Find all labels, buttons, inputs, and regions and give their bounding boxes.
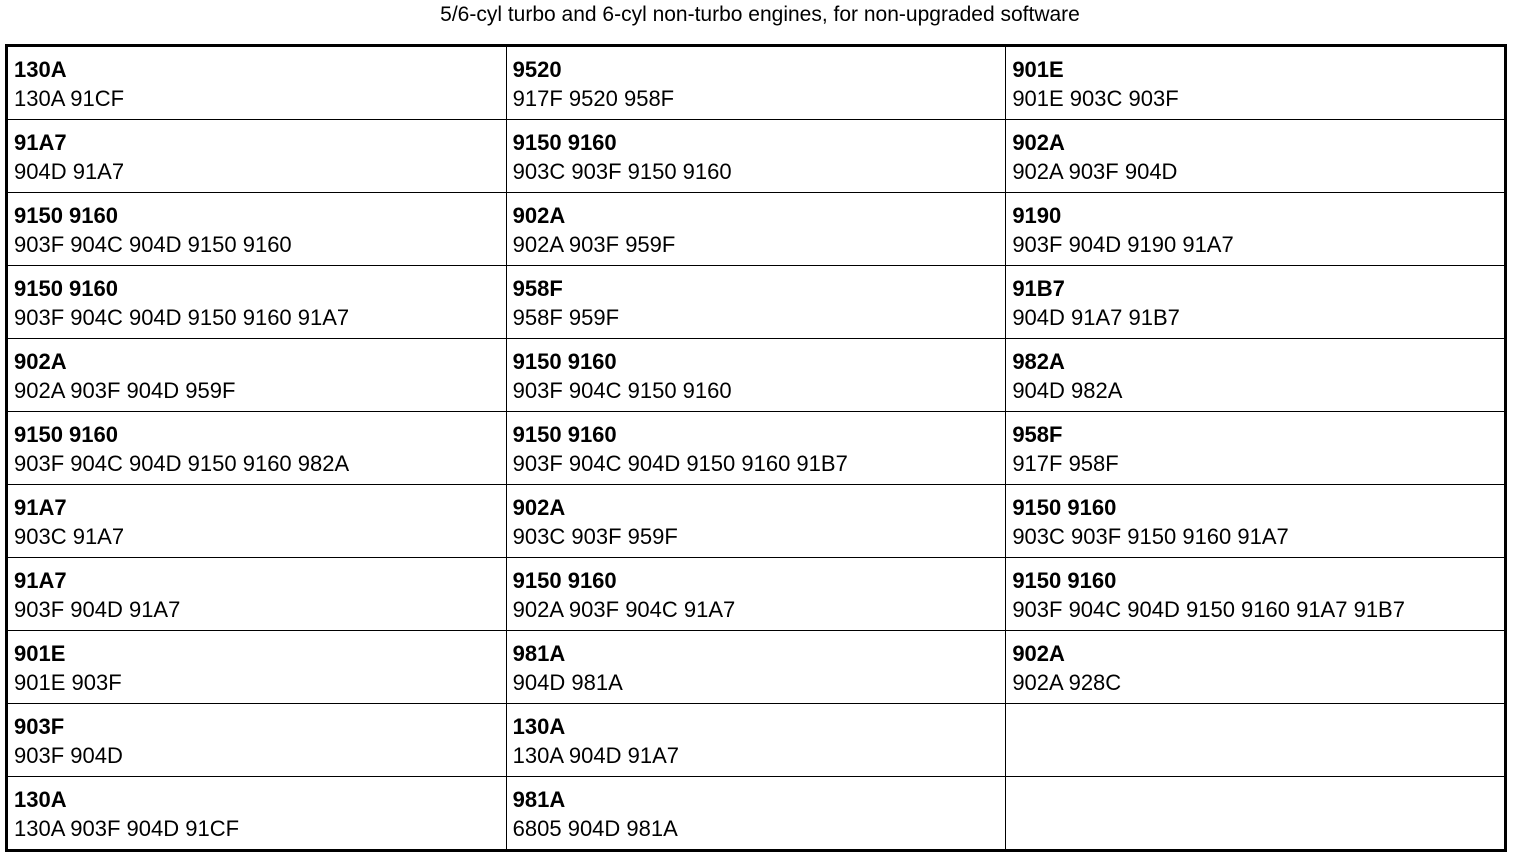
table-cell: [7, 193, 507, 266]
table-cell: [1006, 193, 1506, 266]
table-cell: [7, 46, 507, 120]
part-codes: 903F 904C 904D 9150 9160: [14, 232, 292, 257]
table-cell: [1006, 120, 1506, 193]
part-codes: 917F 958F: [1012, 451, 1119, 476]
engine-code-table: [5, 44, 1507, 852]
part-codes: 902A 928C: [1012, 670, 1122, 695]
table-cell: [7, 412, 507, 485]
software-code: 130A: [512, 714, 566, 739]
table-cell: [1006, 558, 1506, 631]
software-code: 9150 9160: [14, 203, 118, 228]
table-cell: [7, 777, 507, 851]
part-codes: 902A 903F 959F: [512, 232, 676, 257]
software-code: 903F: [14, 714, 65, 739]
software-code: 9150 9160: [14, 276, 118, 301]
part-codes: 903C 903F 9150 9160 91A7: [1012, 524, 1289, 549]
table-cell: [7, 485, 507, 558]
software-code: 130A: [14, 57, 67, 82]
table-cell: [1006, 266, 1506, 339]
part-codes: 130A 903F 904D 91CF: [14, 816, 240, 841]
table-cell: [1006, 485, 1506, 558]
table-cell: [7, 631, 507, 704]
table-cell: [1006, 777, 1506, 851]
software-code: 9150 9160: [1012, 568, 1117, 593]
table-cell: [1006, 339, 1506, 412]
table-row: [7, 631, 1506, 704]
software-code: 981A: [512, 641, 566, 666]
software-code: 9150 9160: [1012, 495, 1117, 520]
software-code: 91A7: [14, 495, 67, 520]
part-codes: 904D 981A: [512, 670, 623, 695]
part-codes: 130A 91CF: [14, 86, 125, 111]
table-cell: [1006, 412, 1506, 485]
software-code: 9150 9160: [14, 422, 118, 447]
software-code: 9150 9160: [512, 422, 617, 447]
software-code: 902A: [1012, 641, 1065, 666]
part-codes: 902A 903F 904D 959F: [14, 378, 236, 403]
engine-code-table-body: [7, 46, 1506, 851]
table-cell: [506, 193, 1006, 266]
software-code: 958F: [512, 276, 563, 301]
software-code: 130A: [14, 787, 67, 812]
part-codes: 130A 904D 91A7: [512, 743, 680, 768]
part-codes: 958F 959F: [512, 305, 620, 330]
part-codes: 904D 91A7: [14, 159, 125, 184]
part-codes: 903F 904C 904D 9150 9160 982A: [14, 451, 350, 476]
software-code: 9520: [512, 57, 562, 82]
part-codes: 902A 903F 904D: [1012, 159, 1178, 184]
part-codes: 903C 91A7: [14, 524, 125, 549]
software-code: 902A: [512, 203, 566, 228]
software-code: 91B7: [1012, 276, 1065, 301]
page-title: 5/6-cyl turbo and 6-cyl non-turbo engines, for non-upgraded software: [440, 3, 1080, 26]
table-row: [7, 558, 1506, 631]
part-codes: 917F 9520 958F: [512, 86, 675, 111]
table-cell: [506, 631, 1006, 704]
part-codes: 903F 904C 9150 9160: [512, 378, 732, 403]
part-codes: 902A 903F 904C 91A7: [512, 597, 736, 622]
table-cell: [506, 339, 1006, 412]
part-codes: 901E 903C 903F: [1012, 86, 1179, 111]
table-cell: [506, 120, 1006, 193]
software-code: 901E: [14, 641, 66, 666]
table-cell: [7, 558, 507, 631]
table-cell: [506, 412, 1006, 485]
software-code: 902A: [14, 349, 67, 374]
table-cell: [506, 558, 1006, 631]
part-codes: 903F 904C 904D 9150 9160 91B7: [512, 451, 848, 476]
table-cell: [506, 704, 1006, 777]
part-codes: 903F 904C 904D 9150 9160 91A7 91B7: [1012, 597, 1405, 622]
software-code: 9190: [1012, 203, 1062, 228]
table-cell: [506, 266, 1006, 339]
software-code: 982A: [1012, 349, 1065, 374]
software-code: 9150 9160: [512, 568, 617, 593]
table-cell: [1006, 704, 1506, 777]
part-codes: 903F 904D: [14, 743, 123, 768]
part-codes: 904D 91A7 91B7: [1012, 305, 1180, 330]
table-row: [7, 46, 1506, 120]
part-codes: 903F 904C 904D 9150 9160 91A7: [14, 305, 350, 330]
table-row: [7, 120, 1506, 193]
table-cell: [1006, 46, 1506, 120]
part-codes: 903C 903F 9150 9160: [512, 159, 732, 184]
software-code: 9150 9160: [512, 349, 617, 374]
table-cell: [506, 777, 1006, 851]
table-cell: [7, 704, 507, 777]
table-row: [7, 266, 1506, 339]
part-codes: 903F 904D 9190 91A7: [1012, 232, 1234, 257]
part-codes: 903C 903F 959F: [512, 524, 678, 549]
table-row: [7, 704, 1506, 777]
software-code: 901E: [1012, 57, 1064, 82]
table-row: [7, 777, 1506, 851]
table-cell: [7, 339, 507, 412]
table-row: [7, 485, 1506, 558]
table-row: [7, 339, 1506, 412]
software-code: 981A: [512, 787, 566, 812]
software-code: 91A7: [14, 130, 67, 155]
table-cell: [506, 46, 1006, 120]
software-code: 902A: [1012, 130, 1065, 155]
part-codes: 6805 904D 981A: [512, 816, 678, 841]
part-codes: 903F 904D 91A7: [14, 597, 181, 622]
table-row: [7, 412, 1506, 485]
table-cell: [7, 120, 507, 193]
software-code: 958F: [1012, 422, 1063, 447]
software-code: 902A: [512, 495, 566, 520]
table-cell: [7, 266, 507, 339]
software-code: 9150 9160: [512, 130, 617, 155]
part-codes: 901E 903F: [14, 670, 122, 695]
part-codes: 904D 982A: [1012, 378, 1123, 403]
table-cell: [506, 485, 1006, 558]
table-cell: [1006, 631, 1506, 704]
software-code: 91A7: [14, 568, 67, 593]
table-row: [7, 193, 1506, 266]
